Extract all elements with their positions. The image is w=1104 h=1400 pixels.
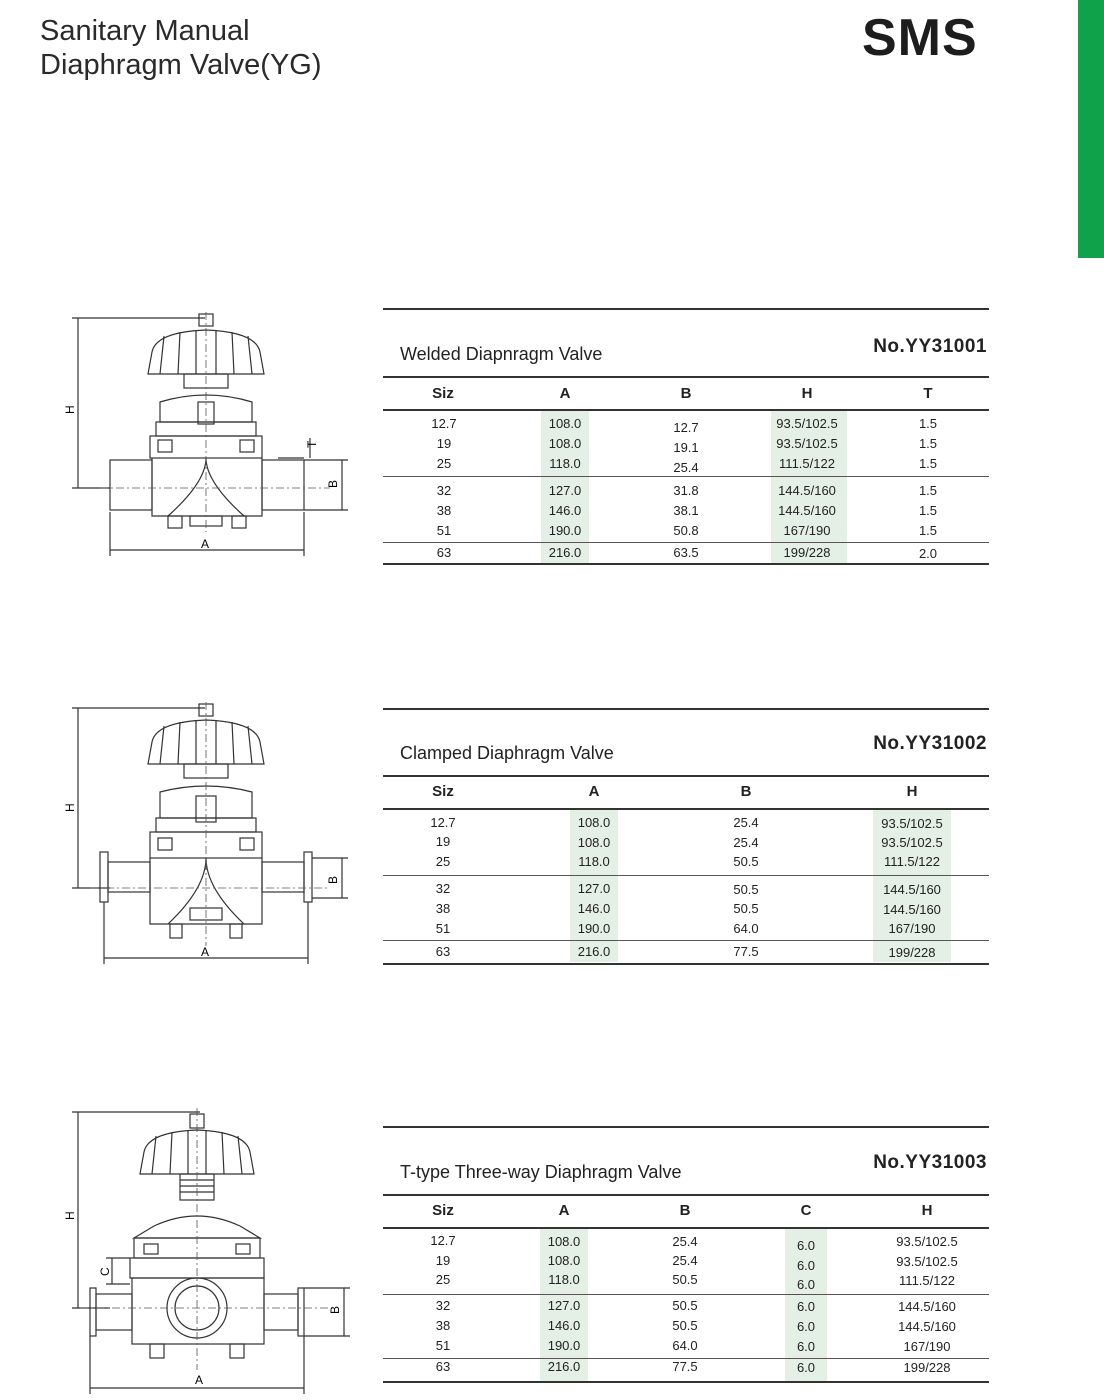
cell: 127.0 <box>547 1298 581 1313</box>
table-bottom-rule <box>383 563 989 565</box>
cell: 19.1 <box>673 440 699 455</box>
cell: 12.7 <box>430 815 456 830</box>
cell: 1.5 <box>918 483 938 498</box>
cell: 38.1 <box>673 503 699 518</box>
cell: 1.5 <box>918 503 938 518</box>
group-rule <box>383 875 989 876</box>
cell: 50.5 <box>672 1318 698 1333</box>
group-rule <box>383 542 989 543</box>
column-header: A <box>558 1202 570 1219</box>
cell: 216.0 <box>548 545 582 560</box>
table-bottom-rule <box>383 963 989 965</box>
cell: 6.0 <box>796 1319 816 1334</box>
cell: 63 <box>436 545 452 560</box>
cell: 32 <box>435 881 451 896</box>
column-header: H <box>801 385 813 402</box>
cell: 77.5 <box>733 944 759 959</box>
cell: 51 <box>435 921 451 936</box>
cell: 167/190 <box>888 921 936 936</box>
table-top-rule <box>383 308 989 310</box>
table-code: No.YY31002 <box>873 733 987 754</box>
cell: 6.0 <box>796 1299 816 1314</box>
cell: 1.5 <box>918 416 938 431</box>
cell: 144.5/160 <box>778 503 836 518</box>
cell: 144.5/160 <box>898 1319 956 1334</box>
column-header: B <box>679 1202 691 1219</box>
cell: 32 <box>435 1298 451 1313</box>
cell: 51 <box>435 1338 451 1353</box>
dimension-label-a: A <box>201 537 210 551</box>
table-title: T-type Three-way Diaphragm Valve <box>400 1162 682 1182</box>
cell: 127.0 <box>548 483 582 498</box>
cell: 93.5/102.5 <box>776 436 838 451</box>
cell: 111.5/122 <box>884 854 940 869</box>
group-rule <box>383 476 989 477</box>
cell: 127.0 <box>577 881 611 896</box>
cell: 1.5 <box>918 523 938 538</box>
cell: 144.5/160 <box>883 902 941 917</box>
cell: 146.0 <box>548 503 582 518</box>
header-rule-top <box>383 376 989 378</box>
cell: 190.0 <box>548 523 582 538</box>
cell: 25.4 <box>733 815 759 830</box>
cell: 25.4 <box>672 1253 698 1268</box>
header-rule-top <box>383 775 989 777</box>
cell: 32 <box>436 483 452 498</box>
cell: 38 <box>436 503 452 518</box>
column-header: Siz <box>432 1202 454 1219</box>
cell: 108.0 <box>548 416 582 431</box>
group-rule <box>383 1294 989 1295</box>
cell: 144.5/160 <box>778 483 836 498</box>
cell: 50.5 <box>733 901 759 916</box>
cell: 93.5/102.5 <box>881 816 943 831</box>
cell: 77.5 <box>672 1359 698 1374</box>
cell: 93.5/102.5 <box>881 835 943 850</box>
cell: 38 <box>435 1318 451 1333</box>
table-t-type <box>383 1126 989 1388</box>
table-title: Clamped Diaphragm Valve <box>400 743 614 763</box>
cell: 19 <box>436 436 452 451</box>
cell: 19 <box>435 834 451 849</box>
dimension-label-a: A <box>201 945 210 959</box>
cell: 111.5/122 <box>899 1273 955 1288</box>
cell: 93.5/102.5 <box>776 416 838 431</box>
cell: 146.0 <box>547 1318 581 1333</box>
column-header: Siz <box>432 385 454 402</box>
cell: 50.8 <box>673 523 699 538</box>
column-header: H <box>921 1202 933 1219</box>
cell: 12.7 <box>673 420 699 435</box>
cell: 63 <box>435 944 451 959</box>
section-t-type <box>0 1108 1104 1398</box>
table-top-rule <box>383 708 989 710</box>
dimension-label-b: B <box>326 875 340 884</box>
cell: 108.0 <box>547 1234 581 1249</box>
cell: 6.0 <box>796 1258 816 1273</box>
cell: 50.5 <box>672 1272 698 1287</box>
cell: 199/228 <box>783 545 831 560</box>
header-rule-top <box>383 1194 989 1196</box>
cell: 12.7 <box>431 416 457 431</box>
cell: 216.0 <box>547 1359 581 1374</box>
cell: 38 <box>435 901 451 916</box>
cell: 167/190 <box>903 1339 951 1354</box>
column-header: B <box>740 783 752 800</box>
page-title <box>40 14 322 82</box>
cell: 64.0 <box>733 921 759 936</box>
cell: 216.0 <box>577 944 611 959</box>
cell: 190.0 <box>577 921 611 936</box>
cell: 25.4 <box>733 835 759 850</box>
cell: 2.0 <box>918 546 938 561</box>
cell: 19 <box>435 1253 451 1268</box>
cell: 108.0 <box>577 815 611 830</box>
cell: 118.0 <box>549 456 581 471</box>
column-header: B <box>680 385 692 402</box>
cell: 6.0 <box>796 1277 816 1292</box>
cell: 118.0 <box>548 1272 580 1287</box>
group-rule <box>383 940 989 941</box>
cell: 108.0 <box>547 1253 581 1268</box>
cell: 118.0 <box>578 854 610 869</box>
cell: 25 <box>435 854 451 869</box>
section-clamped <box>0 698 1104 978</box>
brand-logo-text: SMS <box>862 9 978 67</box>
header-rule-bottom <box>383 808 989 810</box>
cell: 199/228 <box>888 945 936 960</box>
column-header: C <box>800 1202 812 1219</box>
section-welded <box>0 300 1104 580</box>
cell: 1.5 <box>918 456 938 471</box>
column-header: A <box>588 783 600 800</box>
cell: 108.0 <box>548 436 582 451</box>
cell: 50.5 <box>733 882 759 897</box>
dimension-label-h: H <box>63 405 77 414</box>
dimension-label-h: H <box>63 803 77 812</box>
table-clamped <box>383 708 989 968</box>
title-line-2: Diaphragm Valve(YG) <box>40 49 322 81</box>
dimension-label-t: T <box>305 440 319 448</box>
cell: 12.7 <box>430 1233 456 1248</box>
dimension-label-c: C <box>98 1267 112 1276</box>
cell: 190.0 <box>547 1338 581 1353</box>
cell: 93.5/102.5 <box>896 1254 958 1269</box>
dimension-label-h: H <box>63 1211 77 1220</box>
cell: 63 <box>435 1359 451 1374</box>
welded-valve-drawing <box>60 312 360 562</box>
dimension-label-a: A <box>195 1373 204 1387</box>
cell: 51 <box>436 523 452 538</box>
cell: 199/228 <box>903 1360 951 1375</box>
table-code: No.YY31003 <box>873 1152 987 1173</box>
cell: 6.0 <box>796 1360 816 1375</box>
table-title: Welded Diapnragm Valve <box>400 344 603 364</box>
column-header: A <box>559 385 571 402</box>
cell: 93.5/102.5 <box>896 1234 958 1249</box>
dimension-label-b: B <box>326 479 340 488</box>
cell: 25.4 <box>672 1234 698 1249</box>
cell: 50.5 <box>733 854 759 869</box>
t-type-valve-drawing <box>60 1108 360 1398</box>
cell: 64.0 <box>672 1338 698 1353</box>
cell: 1.5 <box>918 436 938 451</box>
accent-bar <box>1078 0 1104 258</box>
cell: 31.8 <box>673 483 699 498</box>
cell: 25.4 <box>673 460 699 475</box>
table-bottom-rule <box>383 1381 989 1383</box>
header-rule-bottom <box>383 409 989 411</box>
cell: 25 <box>435 1272 451 1287</box>
cell: 167/190 <box>783 523 831 538</box>
column-header: H <box>906 783 918 800</box>
cell: 111.5/122 <box>779 456 835 471</box>
cell: 144.5/160 <box>883 882 941 897</box>
header-rule-bottom <box>383 1227 989 1229</box>
cell: 6.0 <box>796 1339 816 1354</box>
cell: 108.0 <box>577 835 611 850</box>
table-code: No.YY31001 <box>873 336 987 357</box>
table-welded <box>383 308 989 568</box>
table-top-rule <box>383 1126 989 1128</box>
title-line-1: Sanitary Manual <box>40 15 250 47</box>
cell: 63.5 <box>673 545 699 560</box>
cell: 25 <box>436 456 452 471</box>
column-header: T <box>923 385 933 402</box>
cell: 50.5 <box>672 1298 698 1313</box>
cell: 146.0 <box>577 901 611 916</box>
dimension-label-b: B <box>328 1305 342 1314</box>
cell: 6.0 <box>796 1238 816 1253</box>
cell: 144.5/160 <box>898 1299 956 1314</box>
column-header: Siz <box>432 783 454 800</box>
clamped-valve-drawing <box>60 702 360 968</box>
